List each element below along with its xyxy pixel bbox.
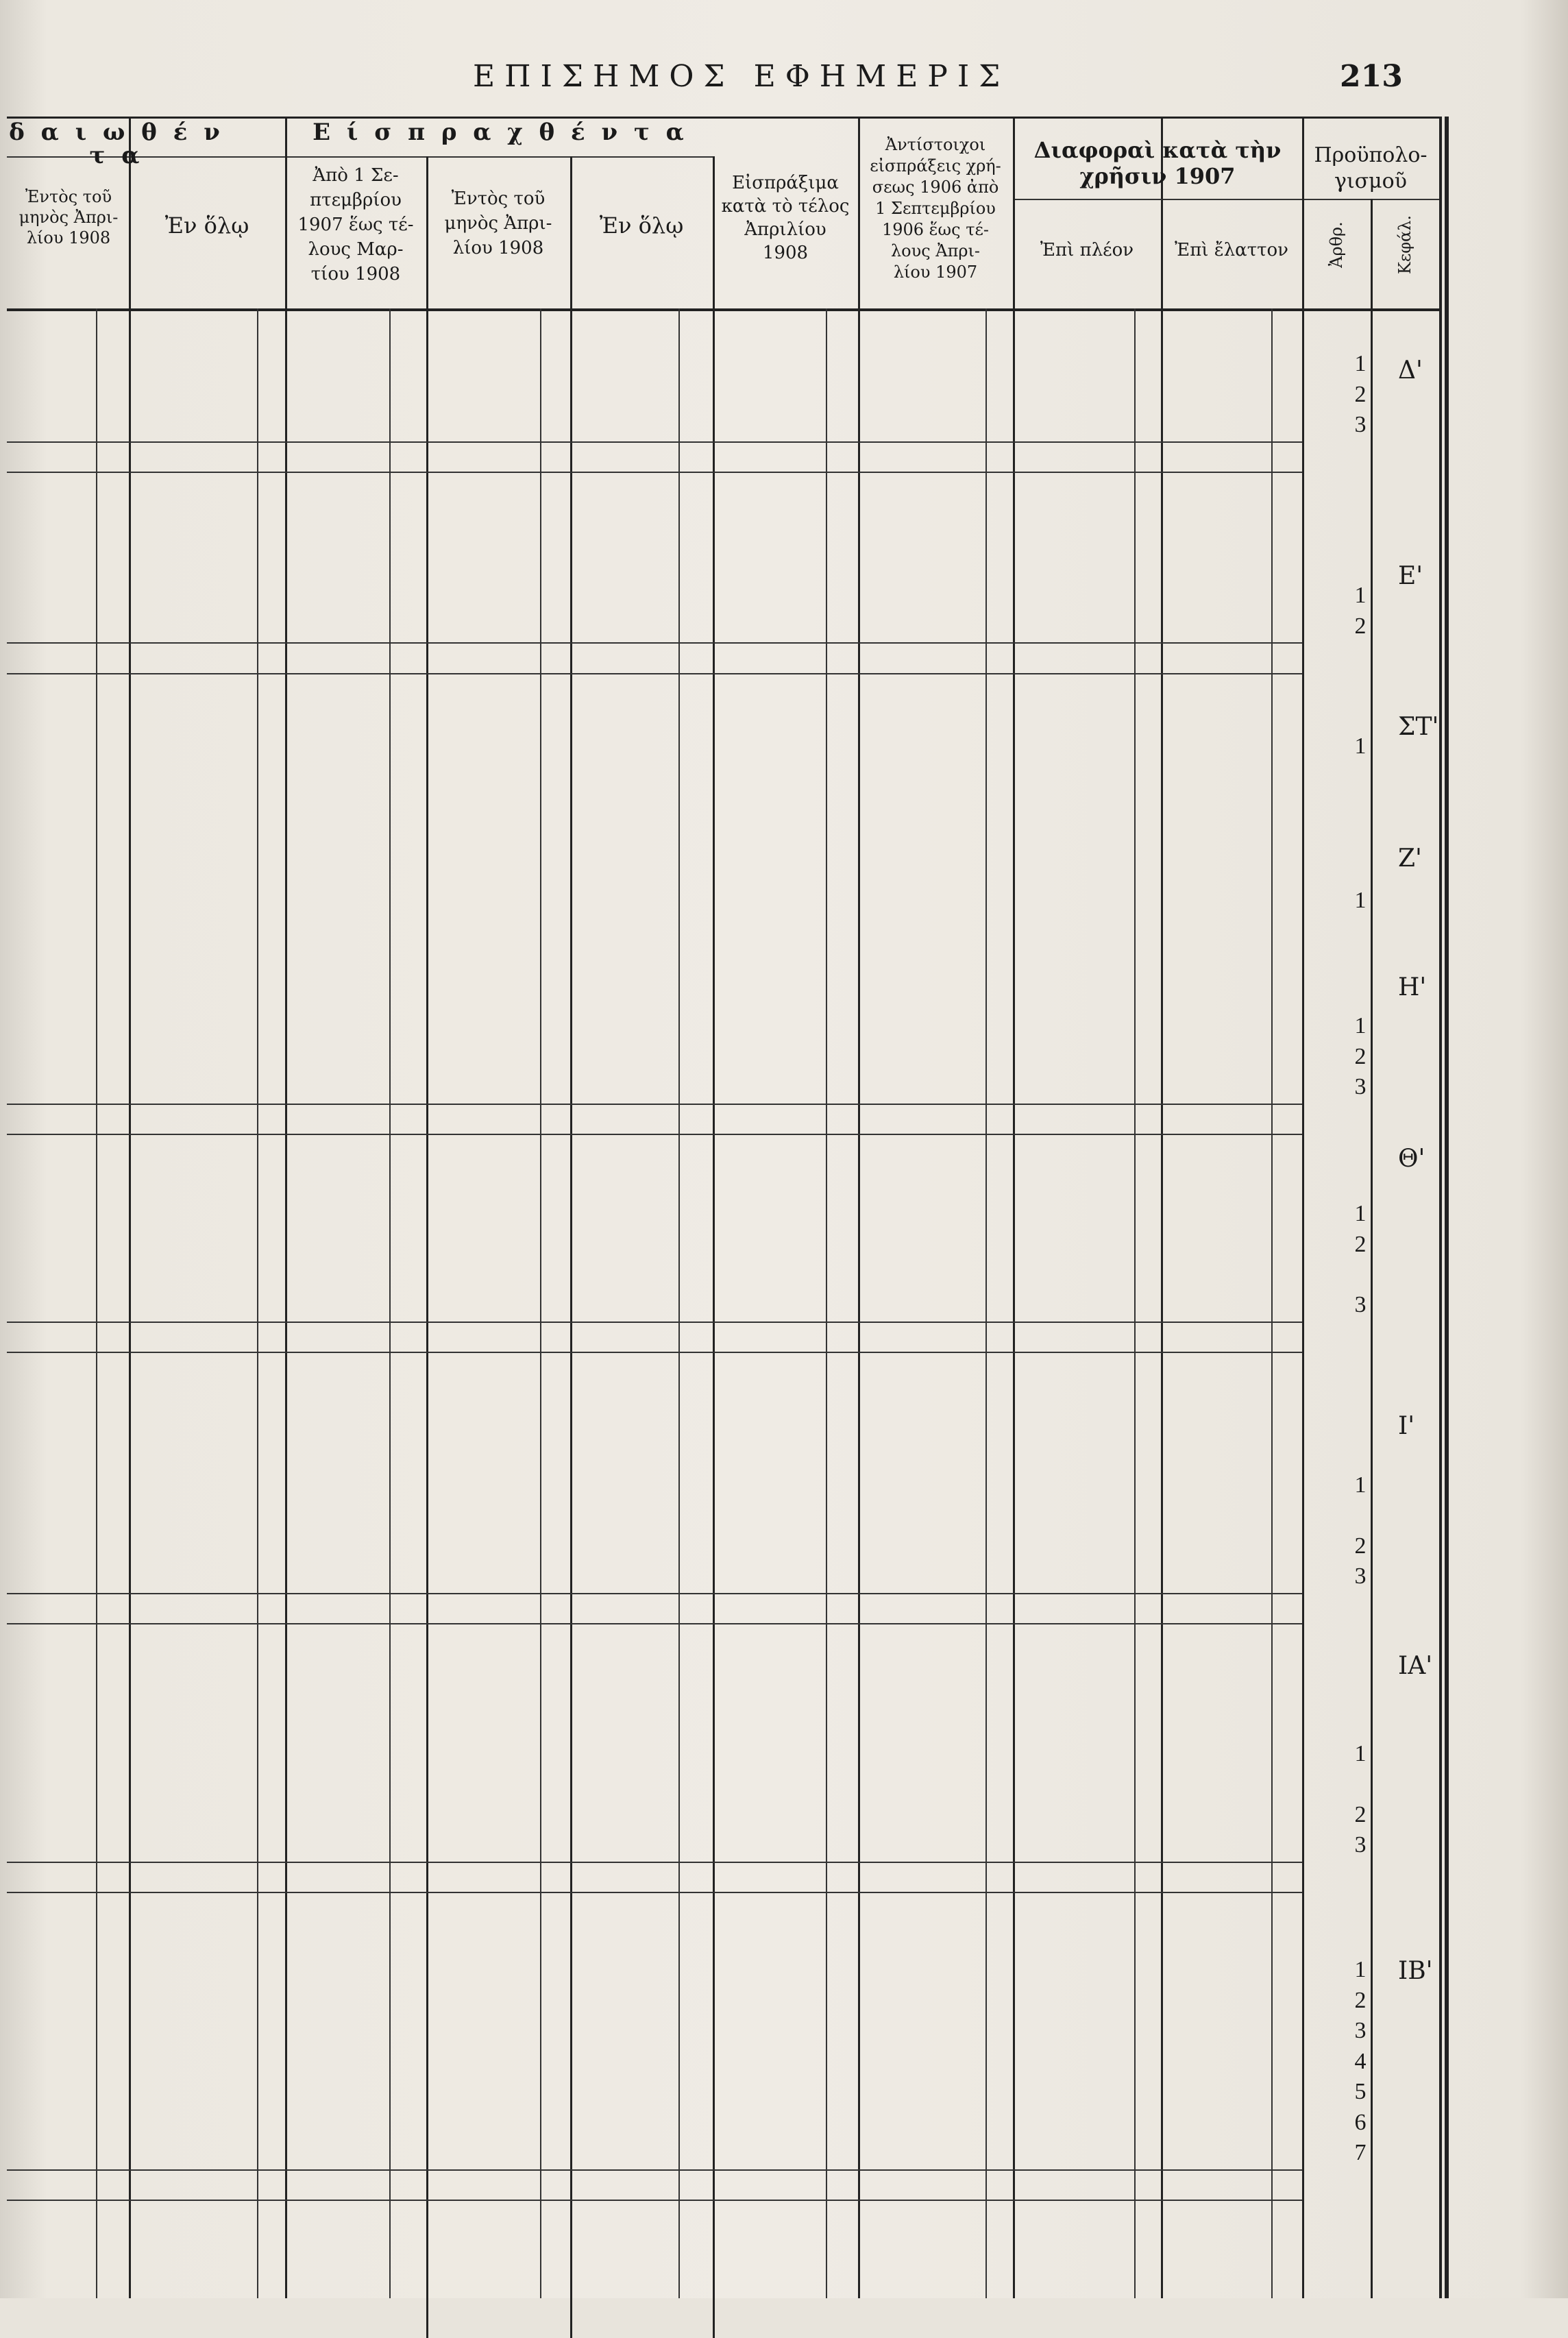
section-label: ΣΤ' [1398, 713, 1439, 741]
article-number: 2 [1354, 381, 1367, 407]
article-number: 2 [1354, 613, 1367, 639]
article-number: 3 [1354, 1563, 1367, 1589]
total-rule-bottom [7, 472, 1302, 473]
total-rule [7, 2169, 1302, 2171]
decimal-rule [96, 308, 97, 2298]
article-number: 2 [1354, 1801, 1367, 1827]
total-rule [7, 1104, 1302, 1105]
total-rule [7, 1322, 1302, 1323]
decimal-rule [678, 308, 680, 2298]
column-rule [570, 156, 572, 2338]
section-label: Η' [1398, 973, 1427, 1001]
column-rule [426, 156, 428, 2338]
column-rule [285, 117, 287, 2298]
group-rule-diff [1013, 199, 1302, 200]
col-header-total-2: Ἐν ὅλῳ [599, 212, 684, 239]
group-header-left: δ α ι ω θ έ ν τ α [9, 119, 224, 169]
total-rule [7, 1862, 1302, 1863]
decimal-rule [985, 308, 987, 2298]
article-number: 2 [1354, 1987, 1367, 2013]
total-rule [7, 642, 1302, 644]
group-header-diff: Διαφοραὶ κατὰ τὴν χρῆσιν 1907 [1033, 137, 1282, 189]
article-number: 3 [1354, 1292, 1367, 1317]
column-rule [129, 117, 131, 2298]
section-label: ΙΑ' [1398, 1652, 1433, 1680]
column-rule [1161, 117, 1163, 2298]
total-rule-bottom [7, 1352, 1302, 1353]
article-number: 1 [1354, 1957, 1367, 1982]
article-number: 3 [1354, 1832, 1367, 1858]
total-rule [7, 441, 1302, 443]
col-header-chapter: Κεφάλ. [1395, 215, 1414, 275]
decimal-rule [389, 308, 391, 2298]
decimal-rule [1134, 308, 1136, 2298]
col-header-month-2: Ἐντὸς τοῦ μηνὸς Ἀπρι- λίου 1908 [444, 188, 552, 258]
article-number: 1 [1354, 1013, 1367, 1038]
col-header-less: Ἐπὶ ἔλαττον [1175, 240, 1288, 260]
decimal-rule [257, 308, 258, 2298]
article-number: 6 [1354, 2109, 1367, 2135]
page-number: 213 [1340, 59, 1403, 94]
col-header-month: Ἐντὸς τοῦ μηνὸς Ἀπρι- λίου 1908 [19, 187, 119, 247]
group-header-collected: Ε ί σ π ρ α χ θ έ ν τ α [313, 119, 688, 146]
section-label: Δ' [1398, 356, 1423, 385]
article-number: 2 [1354, 1043, 1367, 1069]
col-header-total: Ἐν ὅλῳ [164, 212, 249, 239]
group-header-budget: Προϋπολο- γισμοῦ [1314, 143, 1428, 193]
right-margin-rule [1439, 117, 1449, 2298]
article-number: 5 [1354, 2079, 1367, 2104]
total-rule-bottom [7, 673, 1302, 674]
section-label: Ε' [1398, 562, 1423, 590]
section-label: Θ' [1398, 1145, 1425, 1173]
column-rule-diff-split [1161, 199, 1162, 200]
decimal-rule [826, 308, 827, 2298]
col-header-1906: Ἀντίστοιχοι εἰσπράξεις χρή- σεως 1906 ἀπὸ 1 Σεπτεμβρίου 1906 ἕως τέ- λους Ἀπρι- λίου 1907 [870, 135, 1001, 282]
total-rule [7, 1593, 1302, 1594]
article-number: 2 [1354, 1533, 1367, 1559]
article-number: 3 [1354, 412, 1367, 437]
col-header-more: Ἐπὶ πλέον [1040, 240, 1134, 260]
total-rule-bottom [7, 1134, 1302, 1135]
section-label: Ζ' [1398, 844, 1422, 873]
column-rule [858, 117, 860, 2298]
column-rule [1013, 117, 1015, 2298]
section-label: Ι' [1398, 1412, 1415, 1440]
article-number: 1 [1354, 888, 1367, 913]
article-number: 3 [1354, 2018, 1367, 2043]
article-number: 1 [1354, 1741, 1367, 1766]
article-number: 4 [1354, 2048, 1367, 2074]
decimal-rule [540, 308, 541, 2298]
total-rule-bottom [7, 1623, 1302, 1624]
column-rule [713, 156, 715, 2338]
article-number: 7 [1354, 2140, 1367, 2165]
article-number: 1 [1354, 1201, 1367, 1226]
total-rule-bottom [7, 1892, 1302, 1893]
article-number: 1 [1354, 583, 1367, 608]
col-header-article: Ἀρθρ. [1327, 221, 1346, 268]
col-header-sept-mar: Ἀπὸ 1 Σε- πτεμβρίου 1907 ἕως τέ- λους Μαρ- τίου 1908 [297, 165, 414, 284]
section-label: ΙΒ' [1398, 1957, 1433, 1985]
article-number: 1 [1354, 733, 1367, 759]
header-bottom-rule [7, 308, 1439, 311]
article-number: 1 [1354, 351, 1367, 376]
decimal-rule [1271, 308, 1273, 2298]
article-number: 1 [1354, 1472, 1367, 1498]
column-rule [1302, 117, 1304, 2298]
col-header-collectable: Εἰσπράξιμα κατὰ τὸ τέλος Ἀπριλίου 1908 [721, 173, 850, 263]
page-title: ΕΠΙΣΗΜΟΣ ΕΦΗΜΕΡΙΣ [473, 59, 1010, 94]
total-rule-bottom [7, 2200, 1302, 2201]
article-number: 3 [1354, 1074, 1367, 1099]
article-number: 2 [1354, 1231, 1367, 1257]
